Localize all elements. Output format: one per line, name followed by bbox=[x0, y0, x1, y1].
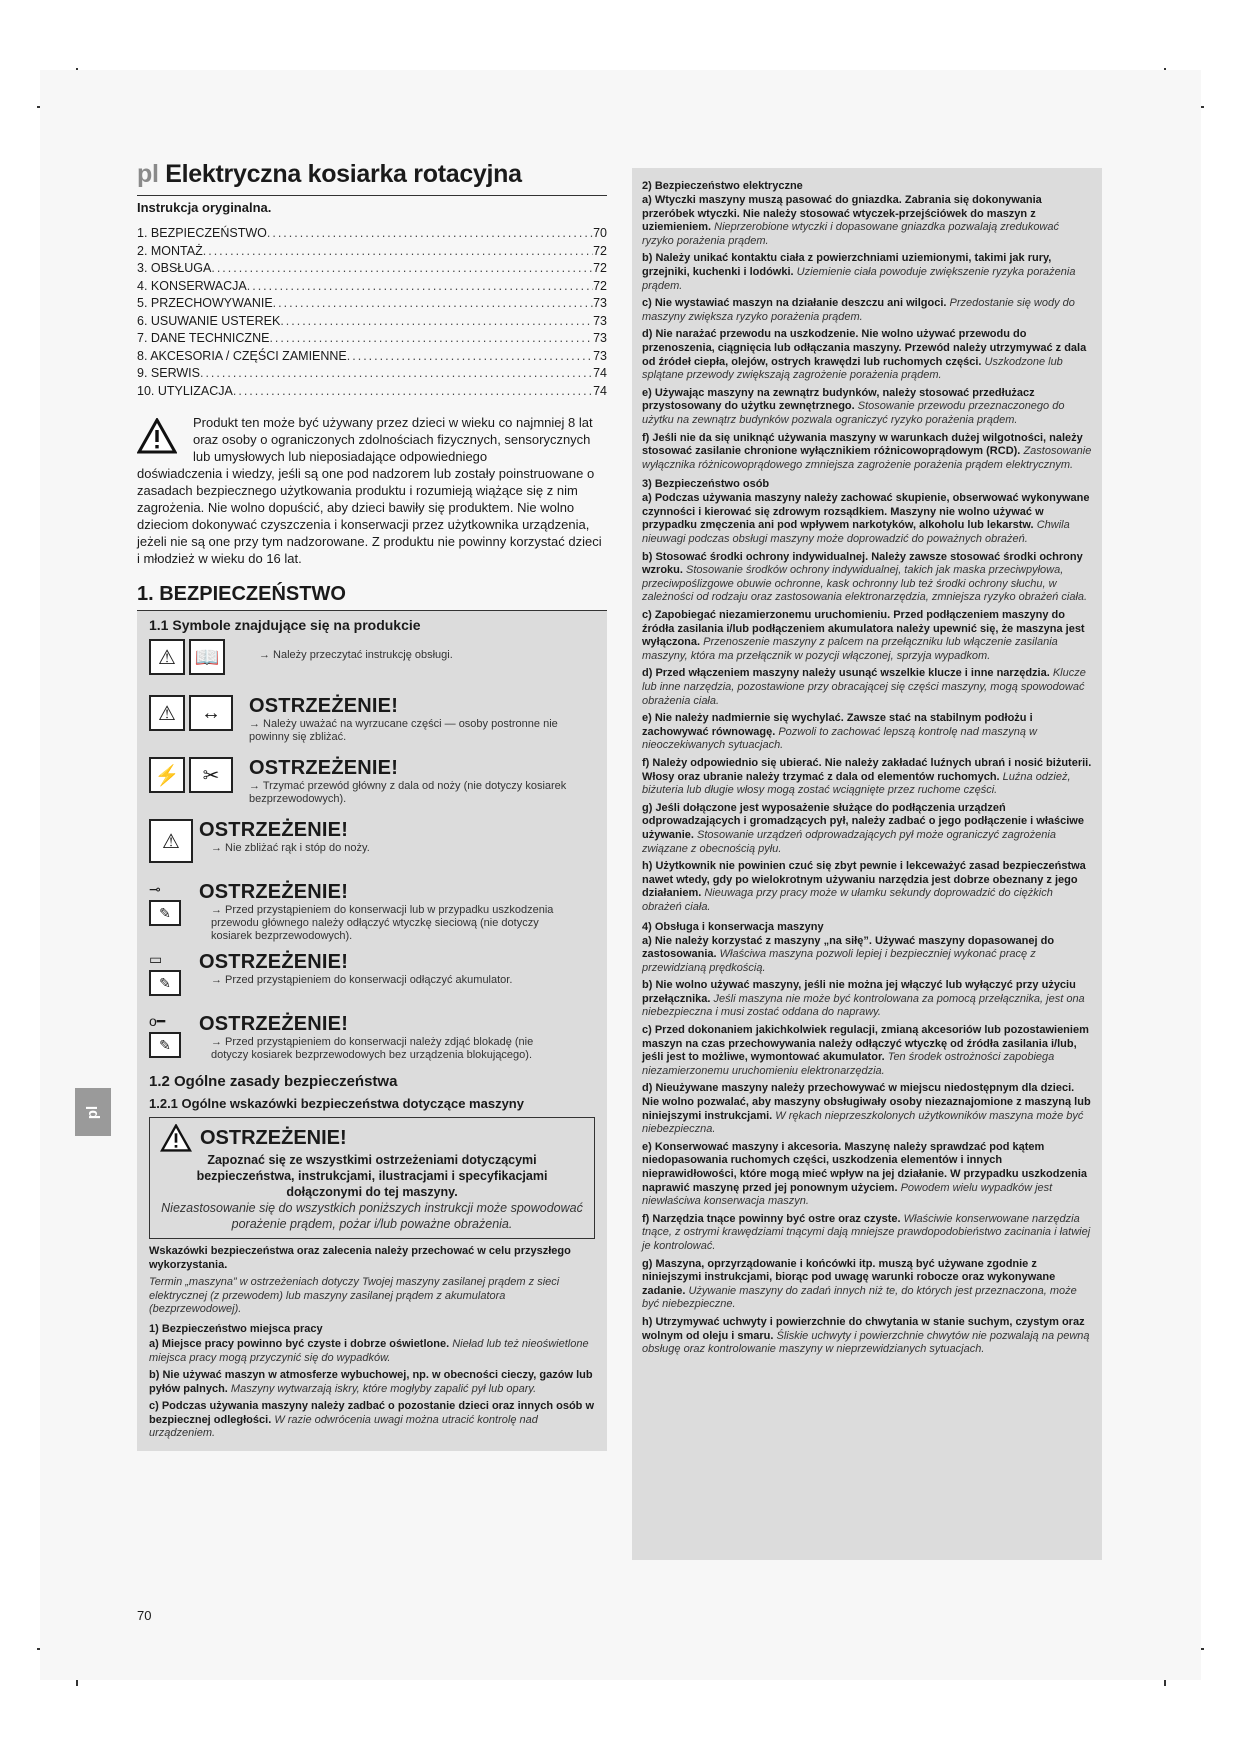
rule-text: a) Nie należy korzystać z maszyny „na siłę”. Używać maszyny dopasowanej do zastosowania. bbox=[642, 934, 1055, 961]
warning-heading: OSTRZEŻENIE! bbox=[249, 695, 399, 717]
safety-paragraph bbox=[642, 1213, 1092, 1254]
symbol-row bbox=[149, 1013, 595, 1067]
safety-paragraph bbox=[642, 860, 1092, 914]
term-note: Termin „maszyna” w ostrzeżeniach dotyczy Twojej maszyny zasilanej prądem z sieci elektrycznej (z przewodem) lub maszyny zasilanej prądem z akumulatora (bezprzewodowej). bbox=[149, 1276, 560, 1315]
symbol-row bbox=[149, 951, 595, 1007]
symbol-text: → Należy przeczytać instrukcję obsługi. bbox=[259, 649, 453, 661]
toc-leader bbox=[269, 330, 593, 348]
toc-item bbox=[137, 278, 607, 296]
rule-explanation: Zastosowanie wyłącznika różnicowoprądowego zmniejsza zagrożenie porażenia prądem elektrycznym. bbox=[642, 445, 1092, 471]
keep-instructions-note: Wskazówki bezpieczeństwa oraz zalecenia należy przechować w celu przyszłego wykorzystania. bbox=[149, 1245, 571, 1271]
rule-text: c) Zapobiegać niezamierzonemu uruchomieniu. Przed podłączeniem maszyny do źródła zasilania i/lub podłączeniem akumulatora należy upewnić się, że maszyna jest wyłączona. bbox=[642, 609, 1085, 649]
toc-item bbox=[137, 225, 607, 243]
toc-item bbox=[137, 260, 607, 278]
toc-page: 73 bbox=[593, 348, 607, 363]
toc-leader bbox=[267, 225, 593, 243]
rule-text: f) Jeśli nie da się uniknąć używania maszyny w warunkach dużej wilgotności, należy stosować zasilanie chronione wyłącznikiem różnicowoprądowym (RCD). bbox=[642, 431, 1083, 458]
warning-triangle-icon bbox=[160, 1124, 192, 1152]
rule-explanation: Chwila nieuwagi podczas obsługi maszyny może doprowadzić do poważnych obrażeń. bbox=[642, 519, 1070, 546]
rule-text: d) Przed włączeniem maszyny należy usunąć wszelkie klucze i inne narzędzia. bbox=[642, 667, 1050, 680]
rule-explanation: Właściwa maszyna pozwoli lepiej i bezpieczniej wykonać pracę z przewidzianą prędkością. bbox=[642, 948, 1036, 974]
blade-hands-feet-icon: ⚠ bbox=[149, 819, 193, 863]
rule-explanation: Jeśli maszyna nie może być kontrolowana za pomocą przełącznika, jest ona niebezpieczna i musi zostać oddana do naprawy. bbox=[642, 992, 1085, 1019]
symbols-panel bbox=[137, 611, 607, 1451]
rule-text: a) Podczas używania maszyny należy zachować skupienie, obserwować wykonywane czynności i kierować się zdrowym rozsądkiem. Maszyny nie wolno używać w przypadku zmęczenia ani pod wpływem narkotyków, alkoholu lub lekarstw. bbox=[642, 492, 1090, 532]
toc-leader bbox=[200, 365, 593, 383]
toc-item bbox=[137, 313, 607, 331]
rule-text: a) Miejsce pracy powinno być czyste i dobrze oświetlone. bbox=[149, 1338, 450, 1350]
general-rules-heading: 1.2 Ogólne zasady bezpieczeństwa bbox=[149, 1073, 398, 1090]
toc-leader bbox=[347, 348, 593, 366]
warning-icon: ⚠ bbox=[149, 639, 185, 675]
child-warning-intro: Produkt ten może być używany przez dzieci w wieku co najmniej 8 lat oraz osoby o ograniczonych zdolnościach fizycznych, sensorycznych lub umysłowych lub nieposiadające odpowiedniego bbox=[193, 415, 593, 464]
rule-text: b) Nie wolno używać maszyny, jeśli nie można jej włączyć lub wyłączyć przy użyciu przełącznika. bbox=[642, 979, 1076, 1005]
right-column bbox=[632, 168, 1102, 1560]
rule-explanation: W rękach nieprzeszkolonych użytkowników maszyna może być niebezpieczna. bbox=[642, 1109, 1084, 1136]
title-rule bbox=[137, 195, 607, 196]
toc-label: 10. UTYLIZACJA bbox=[137, 383, 233, 398]
rule-text: e) Nie należy nadmiernie się wychylać. Zawsze stać na stabilnym podłożu i zachowywać równowagę. bbox=[642, 712, 1033, 738]
safety-key-icon: o━ bbox=[149, 1013, 166, 1029]
rule-explanation: Właściwie konserwowane narzędzia tnące, z ostrymi krawędziami tnącymi dają mniejsze prawdopodobieństwo zacinania i łatwiej je kontrolować. bbox=[642, 1212, 1091, 1252]
toc-label: 7. DANE TECHNICZNE bbox=[137, 331, 270, 345]
page-title bbox=[137, 160, 607, 189]
toc-item bbox=[137, 348, 607, 366]
toc-page: 73 bbox=[593, 331, 607, 345]
rule-text: e) Konserwować maszyny i akcesoria. Maszynę należy sprawdzać pod kątem niedopasowania ruchomych części, uszkodzenia elementów i innych nieprawidłowości, które mogą mieć wpływ na jej działanie. W przypadku uszkodzenia naprawić maszynę przed jej ponownym użyciem. bbox=[642, 1140, 1087, 1194]
maintenance-icon: ✎ bbox=[149, 900, 181, 926]
safety-paragraph bbox=[642, 1024, 1092, 1078]
warning-heading: OSTRZEŻENIE! bbox=[199, 951, 349, 973]
table-of-contents bbox=[137, 225, 607, 400]
safety-paragraph bbox=[642, 757, 1092, 798]
symbol-row bbox=[149, 757, 595, 813]
safety-paragraph bbox=[149, 1338, 595, 1365]
rule-explanation: Klucze lub inne narzędzia, pozostawione przy obracającej się części maszyny, mogą spowodować obrażenia ciała. bbox=[642, 667, 1086, 707]
symbol-row bbox=[149, 695, 595, 751]
toc-page: 72 bbox=[593, 261, 607, 275]
safety-paragraph bbox=[642, 551, 1092, 605]
electrical-list bbox=[642, 194, 1092, 472]
rule-text: f) Należy odpowiednio się ubierać. Nie należy zakładać luźnych ubrań i nosić biżuterii. Włosy oraz ubranie należy trzymać z dala od elementów ruchomych. bbox=[642, 756, 1092, 783]
rule-explanation: Przenoszenie maszyny z palcem na przełączniku lub włączenie zasilania maszyny, która ma przełącznik w pozycji włączonej, sprzyja wypadkom. bbox=[642, 636, 1058, 662]
safety-paragraph bbox=[642, 387, 1092, 428]
rule-explanation: Uszkodzone lub splątane przewody zwiększają zagrożenie porażenia prądem. bbox=[642, 355, 1063, 382]
rule-explanation: Pozwoli to zachować lepszą kontrolę nad maszyną w nieoczekiwanych sytuacjach. bbox=[642, 725, 1037, 752]
toc-label: 3. OBSŁUGA bbox=[137, 261, 212, 275]
child-warning-text: doświadczenia i wiedzy, jeśli są one pod nadzorem lub zostały poinstruowane o zasadach bezpiecznego użytkowania produktu i rozumieją wiążące się z nim zagrożenia. Nie wolno dopuścić, aby dzieci bawiły się produktem. Nie wolno dzieciom dokonywać czyszczenia i konserwacji przez użytkownika urządzenia, jeżeli nie są one przy tym nadzorowane. Z produktu nie powinny korzystać dzieci i młodzież w wieku do 16 lat. bbox=[137, 466, 602, 566]
toc-item bbox=[137, 330, 607, 348]
safety-paragraph bbox=[642, 432, 1092, 473]
section-heading: 1. BEZPIECZEŃSTWO bbox=[137, 583, 346, 605]
maintenance-icon: ✎ bbox=[149, 970, 181, 996]
toc-page: 73 bbox=[593, 296, 607, 310]
safety-paragraph bbox=[642, 935, 1092, 976]
safety-paragraph bbox=[642, 492, 1092, 546]
rule-text: e) Używając maszyny na zewnątrz budynków, należy stosować przedłużacz przystosowany do użytku zewnętrznego. bbox=[642, 386, 1035, 413]
symbol-text: → Przed przystąpieniem do konserwacji należy zdjąć blokadę (nie dotyczy kosiarek bezprzewodowych bez urządzenia blokującego). bbox=[211, 1036, 534, 1061]
toc-item bbox=[137, 383, 607, 401]
toc-label: 6. USUWANIE USTEREK bbox=[137, 313, 281, 328]
maintenance-icon: ✎ bbox=[149, 1032, 181, 1058]
safety-paragraph bbox=[642, 1316, 1092, 1357]
use-heading: 4) Obsługa i konserwacja maszyny bbox=[642, 920, 824, 933]
rule-explanation: Stosowanie przewodu przeznaczonego do użytku na zewnątrz budynków pozwala ograniczyć ryzyko porażenia prądem. bbox=[642, 400, 1065, 426]
warning-triangle-icon bbox=[137, 418, 177, 454]
rule-explanation: W razie odwrócenia uwagi można utracić kontrolę nad urządzeniem. bbox=[149, 1413, 538, 1439]
rule-text: c) Nie wystawiać maszyn na działanie deszczu ani wilgoci. bbox=[642, 297, 947, 310]
warning-heading: OSTRZEŻENIE! bbox=[200, 1126, 347, 1149]
rule-text: d) Nieużywane maszyny należy przechowywać w miejscu niedostępnym dla dzieci. Nie wolno pozwalać, aby maszyny obsługiwały osoby niezaznajomione z maszyną lub niniejszymi instrukcjami. bbox=[642, 1082, 1091, 1122]
toc-page: 70 bbox=[593, 226, 607, 240]
rule-explanation: Przedostanie się wody do maszyny zwiększa ryzyko porażenia prądem. bbox=[642, 297, 1075, 323]
electrical-heading: 2) Bezpieczeństwo elektryczne bbox=[642, 180, 803, 192]
use-list bbox=[642, 935, 1092, 1357]
safety-paragraph bbox=[642, 1141, 1092, 1209]
symbol-row bbox=[149, 639, 595, 689]
symbol-text: → Trzymać przewód główny z dala od noży (nie dotyczy kosiarek bezprzewodowych). bbox=[249, 780, 567, 805]
rule-explanation: Śliskie uchwyty i powierzchnie chwytów nie pozwalają na pewną obsługę oraz kontrolowanie maszyny w nieprzewidzianych sytuacjach. bbox=[642, 1329, 1090, 1356]
rule-explanation: Używanie maszyny do zadań innych niż te, do których jest przeznaczona, może być niebezpieczne. bbox=[642, 1284, 1077, 1311]
symbol-text: → Przed przystąpieniem do konserwacji lub w przypadku uszkodzenia przewodu głównego należy odłączyć wtyczkę sieciową (nie dotyczy kosiarek bezprzewodowych). bbox=[211, 904, 554, 942]
left-column bbox=[137, 160, 607, 1451]
subtitle: Instrukcja oryginalna. bbox=[137, 200, 272, 215]
rule-text: b) Stosować środki ochrony indywidualnej. Należy zawsze stosować środki ochrony wzroku. bbox=[642, 550, 1083, 577]
safety-paragraph bbox=[642, 712, 1092, 753]
child-warning bbox=[137, 414, 607, 567]
safety-paragraph bbox=[149, 1400, 595, 1441]
rule-text: b) Nie używać maszyn w atmosferze wybuchowej, np. w obecności cieczy, gazów lub pyłów palnych. bbox=[149, 1369, 593, 1395]
language-side-tab: pl bbox=[75, 1088, 111, 1136]
rule-text: c) Przed dokonaniem jakichkolwiek regulacji, zmianą akcesoriów lub pozostawieniem maszyn na czas przechowywania należy odłączyć wtyczkę od źródła zasilania i/lub, jeśli jest to możliwe, wymontować akumulator. bbox=[642, 1024, 1089, 1064]
workplace-list bbox=[149, 1338, 595, 1441]
toc-page: 73 bbox=[593, 313, 607, 328]
safety-paragraph bbox=[642, 979, 1092, 1020]
bystander-distance-icon: ↔ bbox=[189, 695, 233, 731]
electric-shock-icon: ⚡ bbox=[149, 757, 185, 793]
toc-page: 72 bbox=[593, 278, 607, 293]
safety-paragraph bbox=[642, 297, 1092, 324]
toc-label: 4. KONSERWACJA bbox=[137, 278, 247, 293]
warning-bold-text: Zapoznać się ze wszystkimi ostrzeżeniami dotyczącymi bezpieczeństwa, instrukcjami, ilustracjami i specyfikacjami dołączonymi do tej maszyny. bbox=[196, 1153, 548, 1199]
general-warning-box bbox=[149, 1117, 595, 1239]
rule-explanation: Luźna odzież, biżuteria lub długie włosy mogą zostać wciągnięte przez ruchome części. bbox=[642, 770, 1071, 797]
rule-explanation: Nieprzerobione wtyczki i dopasowane gniazdka pozwalają zredukować ryzyko porażenia prądem. bbox=[642, 221, 1059, 247]
warning-italic-text: Niezastosowanie się do wszystkich poniższych instrukcji może spowodować porażenie prądem, pożar i/lub poważne obrażenia. bbox=[161, 1201, 583, 1231]
rule-explanation: Stosowanie urządzeń odprowadzających pył może ograniczyć zagrożenia związane z obecnością pyłu. bbox=[642, 828, 1056, 855]
workplace-heading: 1) Bezpieczeństwo miejsca pracy bbox=[149, 1322, 323, 1335]
symbol-text: → Należy uważać na wyrzucane części — osoby postronne nie powinny się zbliżać. bbox=[249, 718, 558, 743]
thrown-objects-icon: ⚠ bbox=[149, 695, 185, 731]
toc-page: 74 bbox=[593, 366, 607, 380]
toc-item bbox=[137, 295, 607, 313]
rule-text: h) Utrzymywać uchwyty i powierzchnie do chwytania w stanie suchym, czystym oraz wolnym od oleju i smaru. bbox=[642, 1315, 1085, 1342]
rule-explanation: Powodem wielu wypadków jest niewłaściwa konserwacja maszyn. bbox=[642, 1181, 1053, 1208]
toc-label: 9. SERWIS bbox=[137, 366, 200, 380]
safety-paragraph bbox=[149, 1369, 595, 1396]
toc-item bbox=[137, 243, 607, 261]
rule-text: f) Narzędzia tnące powinny być ostre oraz czyste. bbox=[642, 1212, 901, 1225]
toc-page: 74 bbox=[593, 383, 607, 398]
personal-heading: 3) Bezpieczeństwo osób bbox=[642, 478, 770, 491]
safety-paragraph bbox=[642, 1258, 1092, 1312]
read-manual-icon: 📖 bbox=[189, 639, 225, 675]
toc-leader bbox=[233, 383, 593, 401]
title-text: Elektryczna kosiarka rotacyjna bbox=[165, 160, 522, 188]
language-code: pl bbox=[137, 160, 159, 188]
page-number: 70 bbox=[137, 1608, 152, 1623]
rule-text: g) Jeśli dołączone jest wyposażenie służące do podłączenia urządzeń odprowadzających i gromadzących pył, należy zadbać o jego podłączenie i właściwe używanie. bbox=[642, 801, 1084, 841]
rule-text: c) Podczas używania maszyny należy zadbać o pozostanie dzieci oraz innych osób w bezpiecznej odległości. bbox=[149, 1400, 595, 1426]
toc-label: 5. PRZECHOWYWANIE bbox=[137, 296, 273, 310]
rule-explanation: Maszyny wytwarzają iskry, które mogłyby zapalić pył lub opary. bbox=[230, 1382, 537, 1395]
unplug-icon: ⊸ bbox=[149, 881, 161, 897]
cable-cutting-icon: ✂ bbox=[189, 757, 233, 793]
toc-label: 2. MONTAŻ bbox=[137, 243, 203, 258]
toc-label: 8. AKCESORIA / CZĘŚCI ZAMIENNE bbox=[137, 348, 347, 363]
safety-paragraph bbox=[642, 328, 1092, 382]
rule-explanation: Stosowanie środków ochrony indywidualnej, takich jak maska przeciwpyłowa, przeciwpoślizgowe obuwie ochronne, kask ochronny lub też środki ochrony słuchu, w zależności od rodzaju oraz zastosowania elektronarzędzia, zmniejsza ryzyko obrażeń ciała. bbox=[642, 564, 1088, 604]
symbol-row bbox=[149, 819, 595, 875]
rule-text: b) Należy unikać kontaktu ciała z powierzchniami uziemionymi, takimi jak rury, grzejniki, kuchenki i lodówki. bbox=[642, 252, 1052, 278]
toc-leader bbox=[273, 295, 593, 313]
rule-explanation: Uziemienie ciała powoduje zwiększenie ryzyka porażenia prądem. bbox=[642, 265, 1076, 292]
safety-paragraph bbox=[642, 609, 1092, 663]
toc-leader bbox=[203, 243, 593, 261]
rule-explanation: Nieuwaga przy pracy może w ułamku sekundy doprowadzić do ciężkich obrażeń ciała. bbox=[642, 887, 1053, 913]
toc-leader bbox=[247, 278, 593, 296]
safety-paragraph bbox=[642, 1082, 1092, 1136]
toc-leader bbox=[211, 260, 593, 278]
rule-explanation: Ten środek ostrożności zapobiega niezamierzonemu uruchomieniu elektronarzędzia. bbox=[642, 1051, 1055, 1077]
rule-explanation: Nieład lub też nieoświetlone miejsca pracy mogą przyczynić się do wypadków. bbox=[149, 1338, 589, 1364]
symbol-row bbox=[149, 881, 595, 945]
warning-heading: OSTRZEŻENIE! bbox=[199, 819, 349, 841]
warning-heading: OSTRZEŻENIE! bbox=[199, 1013, 349, 1035]
symbols-heading: 1.1 Symbole znajdujące się na produkcie bbox=[149, 617, 421, 633]
symbol-text: → Nie zbliżać rąk i stóp do noży. bbox=[211, 842, 370, 854]
warning-heading: OSTRZEŻENIE! bbox=[199, 881, 349, 903]
toc-item bbox=[137, 365, 607, 383]
personal-list bbox=[642, 492, 1092, 914]
rule-text: a) Wtyczki maszyny muszą pasować do gniazdka. Zabrania się dokonywania przeróbek wtyczki. Nie należy stosować wtyczek-przejściówek do maszyn z uziemieniem. bbox=[642, 194, 1042, 234]
rule-text: g) Maszyna, oprzyrządowanie i końcówki itp. muszą być używane zgodnie z niniejszymi instrukcjami, biorąc pod uwagę warunki robocze oraz wykonywane zadanie. bbox=[642, 1257, 1056, 1297]
safety-paragraph bbox=[642, 194, 1092, 248]
rule-text: d) Nie narażać przewodu na uszkodzenie. Nie wolno używać przewodu do przenoszenia, ciągnięcia lub odłączania maszyny. Przewód należy utrzymywać z dala od źródeł ciepła, olejów, ostrych krawędzi lub ruchomych części. bbox=[642, 328, 1087, 368]
general-machine-heading: 1.2.1 Ogólne wskazówki bezpieczeństwa dotyczące maszyny bbox=[149, 1096, 524, 1111]
toc-page: 72 bbox=[593, 243, 607, 258]
safety-paragraph bbox=[642, 252, 1092, 293]
safety-paragraph bbox=[642, 667, 1092, 708]
symbol-text: → Przed przystąpieniem do konserwacji odłączyć akumulator. bbox=[211, 974, 513, 986]
rule-text: h) Użytkownik nie powinien czuć się zbyt pewnie i lekceważyć zasad bezpieczeństwa nawet wtedy, gdy po wielokrotnym używaniu narzędzia jest dobrze obeznany z jego działaniem. bbox=[642, 860, 1086, 900]
warning-heading: OSTRZEŻENIE! bbox=[249, 757, 399, 779]
safety-paragraph bbox=[642, 802, 1092, 856]
toc-leader bbox=[280, 313, 593, 331]
toc-label: 1. BEZPIECZEŃSTWO bbox=[137, 226, 267, 240]
battery-remove-icon: ▭ bbox=[149, 951, 163, 967]
